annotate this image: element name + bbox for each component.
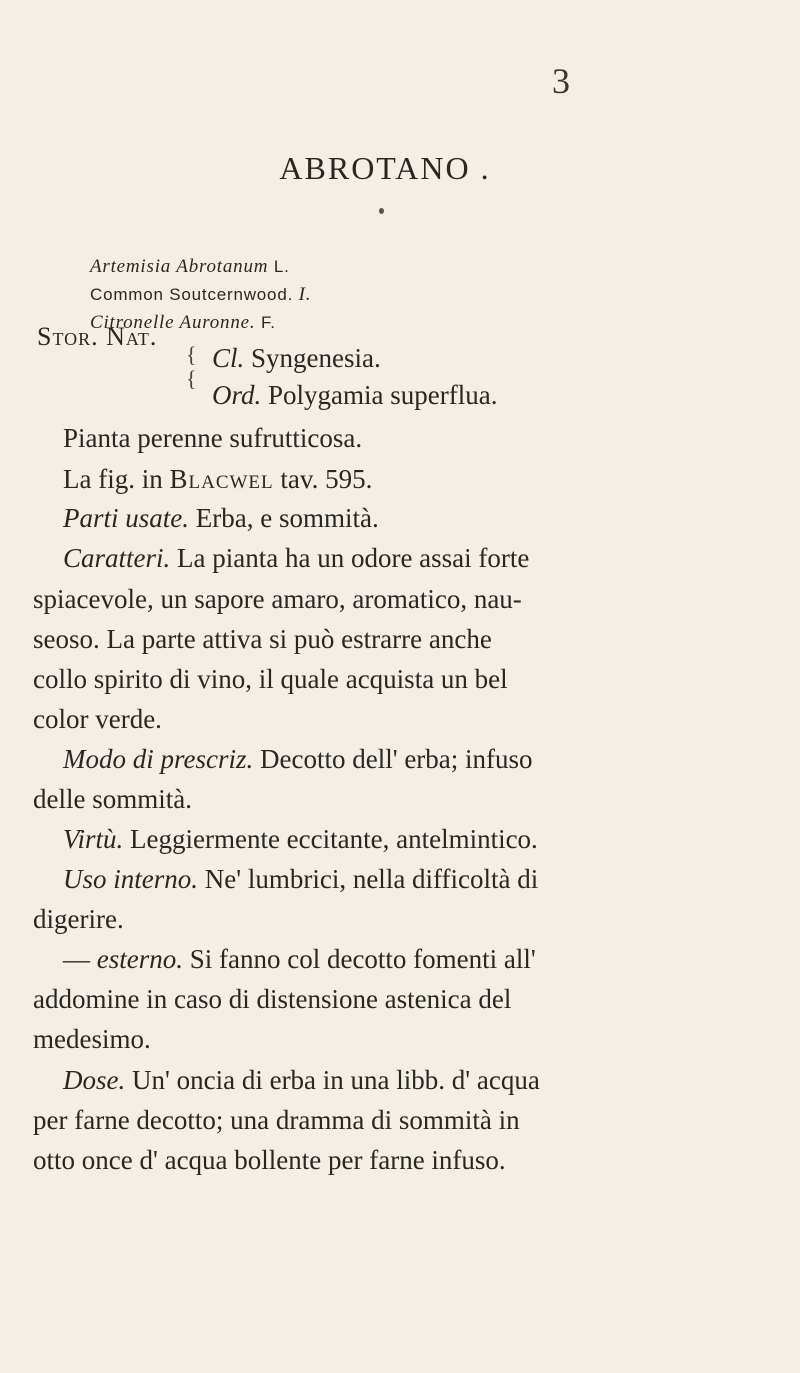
fig-prefix: La fig. in [63, 464, 170, 494]
synonym-lang: I. [293, 284, 312, 305]
dose-text: Un' oncia di erba in una libb. d' acqua [125, 1065, 540, 1095]
class-line [212, 343, 381, 374]
caratteri-line-2: spiacevole, un sapore amaro, aromatico, nau- [33, 584, 522, 614]
fig-line [63, 464, 763, 495]
synonym-name: Artemisia Abrotanum [90, 256, 269, 277]
ornament-dot [379, 208, 384, 214]
esterno-dash: — [63, 944, 97, 974]
class-label: Cl. [212, 343, 245, 373]
stor-nat-text: Stor. Nat. [37, 322, 158, 351]
uso-line-2: digerire. [33, 904, 124, 934]
virtu-label: Virtù. [63, 824, 124, 854]
modo-text: Decotto dell' erba; infuso [253, 744, 533, 774]
synonym-lang: F. [255, 313, 276, 332]
virtu-line [63, 824, 763, 855]
esterno-line-1 [63, 944, 763, 975]
fig-suffix: tav. 595. [273, 464, 373, 494]
esterno-line-2: addomine in caso di distensione astenica del [33, 984, 512, 1014]
stor-nat-label [37, 322, 157, 352]
synonym-lang: L. [268, 257, 290, 276]
caratteri-label: Caratteri. [63, 543, 171, 573]
order-value: Polygamia superflua. [261, 380, 498, 410]
page-number: 3 [552, 61, 570, 101]
synonym-name: Citronelle Auronne. [90, 312, 256, 333]
synonym-name: Common Soutcernwood. [90, 285, 294, 304]
modo-label: Modo di prescriz. [63, 744, 254, 774]
virtu-text: Leggiermente eccitante, antelmintico. [123, 824, 538, 854]
parti-label: Parti usate. [63, 503, 189, 533]
esterno-label: esterno. [96, 944, 183, 974]
caratteri-line-1 [63, 543, 763, 574]
order-label: Ord. [212, 380, 262, 410]
synonym-latin [90, 256, 290, 278]
esterno-text: Si fanno col decotto fomenti all' [182, 944, 536, 974]
modo-line-2: delle sommità. [33, 784, 192, 814]
uso-text: Ne' lumbrici, nella difficoltà di [198, 864, 539, 894]
class-value: Syngenesia. [244, 343, 381, 373]
bracket-top: { [186, 342, 197, 367]
caratteri-line-3: seoso. La parte attiva si può estrarre anche [33, 624, 492, 654]
synonym-english [90, 284, 311, 306]
fig-author: Blacwel [169, 464, 274, 494]
uso-line-1 [63, 864, 763, 895]
caratteri-line-4: collo spirito di vino, il quale acquista un bel [33, 664, 508, 694]
bracket-bottom: { [186, 366, 197, 391]
modo-line-1 [63, 744, 763, 775]
esterno-line-3: medesimo. [33, 1024, 151, 1054]
dose-line-1 [63, 1065, 763, 1096]
caratteri-line-5: color verde. [33, 704, 162, 734]
dose-line-3: otto once d' acqua bollente per farne infuso. [33, 1145, 506, 1175]
order-line [212, 380, 497, 411]
entry-title: ABROTANO . [279, 150, 491, 186]
dose-label: Dose. [63, 1065, 126, 1095]
uso-label: Uso interno. [63, 864, 198, 894]
parti-line [63, 503, 763, 534]
caratteri-text: La pianta ha un odore assai forte [170, 543, 530, 573]
parti-text: Erba, e sommità. [189, 503, 379, 533]
dose-line-2: per farne decotto; una dramma di sommità in [33, 1105, 520, 1135]
pianta-line: Pianta perenne sufrutticosa. [63, 423, 363, 453]
